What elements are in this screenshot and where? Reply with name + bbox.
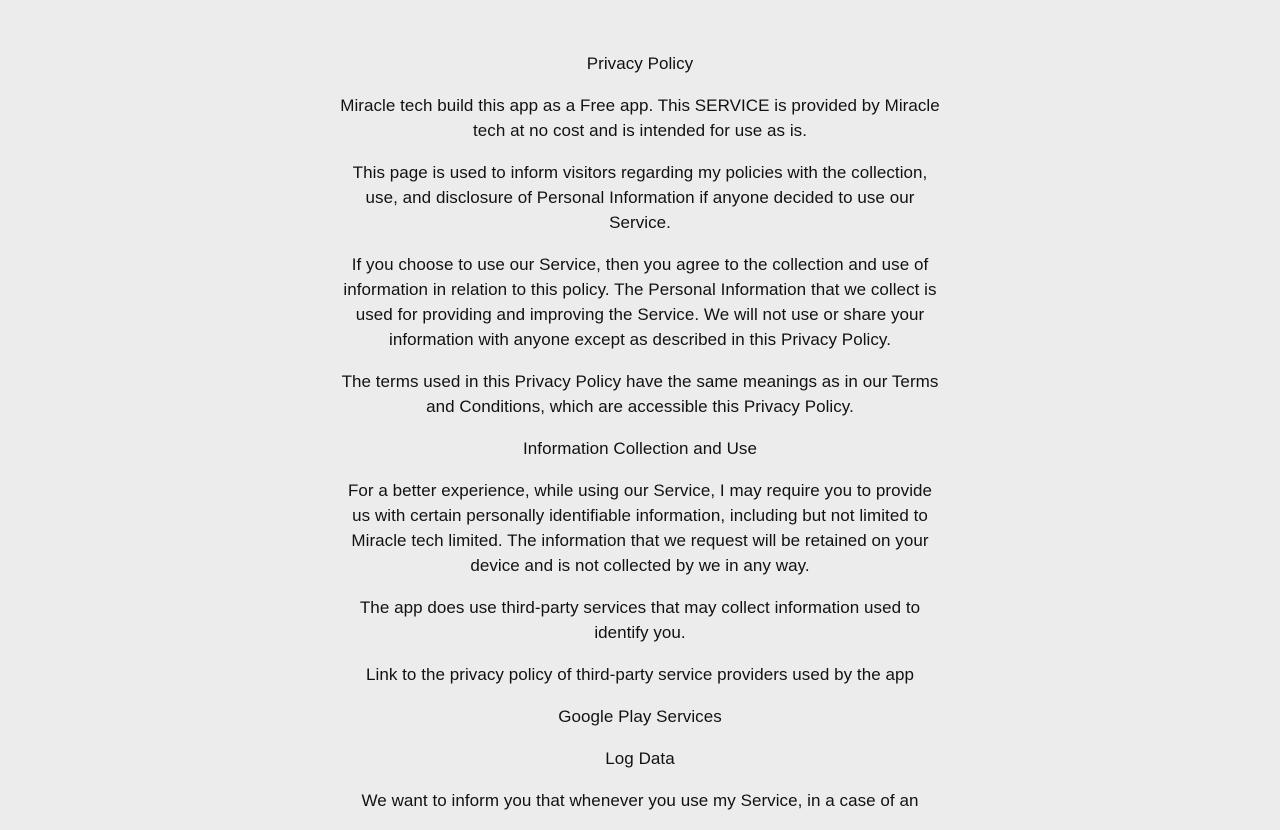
info-collection-heading: Information Collection and Use	[523, 439, 757, 458]
google-play-services-item	[340, 704, 940, 729]
google-play-services-link[interactable]: Google Play Services	[558, 707, 722, 726]
info-collection-paragraph: For a better experience, while using our Service, I may require you to provide us with certain personally identifiable information, including but not limited to Miracle tech limited. The information that we request will be retained on your device and is not collected by we in any way.	[347, 481, 933, 575]
agree-paragraph: If you choose to use our Service, then you agree to the collection and use of information in relation to this policy. The Personal Information that we collect is used for providing and improving the Service. We will not use or share your information with anyone except as described in this Privacy Policy.	[343, 255, 937, 349]
log-data-heading: Log Data	[605, 749, 675, 768]
third-party-paragraph: The app does use third-party services that may collect information used to identify you.	[359, 598, 921, 642]
terms-paragraph: The terms used in this Privacy Policy have the same meanings as in our Terms and Conditions, which are accessible this Privacy Policy.	[341, 372, 939, 416]
intro-paragraph: Miracle tech build this app as a Free app. This SERVICE is provided by Miracle tech at no cost and is intended for use as is.	[340, 96, 940, 140]
page-title: Privacy Policy	[586, 54, 694, 73]
third-party-link-intro: Link to the privacy policy of third-party service providers used by the app	[365, 665, 914, 684]
log-data-paragraph: We want to inform you that whenever you use my Service, in a case of an	[361, 791, 919, 810]
policy-content	[340, 51, 940, 830]
inform-paragraph: This page is used to inform visitors regarding my policies with the collection, use, and disclosure of Personal Information if anyone decided to use our Service.	[352, 163, 928, 232]
